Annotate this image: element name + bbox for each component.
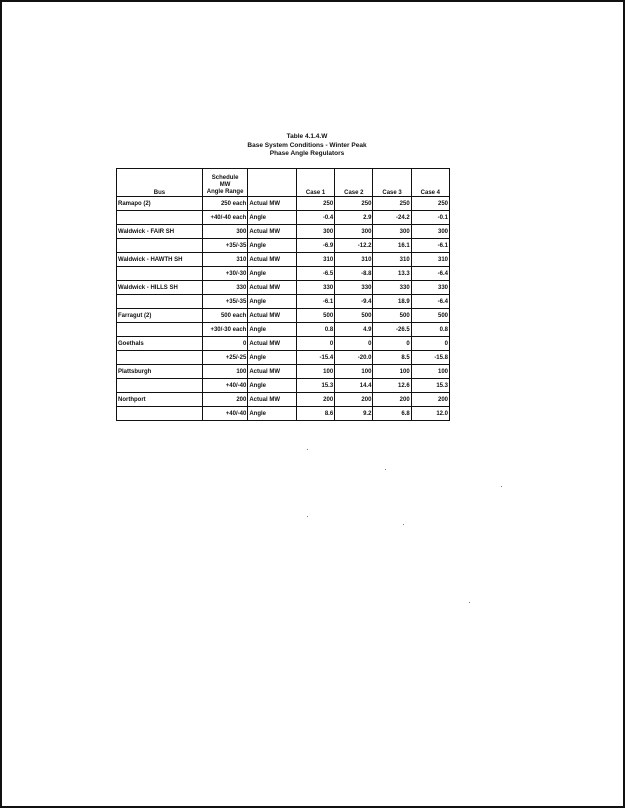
cell-case-3: 250 xyxy=(373,197,411,211)
cell-value-type: Actual MW xyxy=(248,281,297,295)
cell-schedule-range: +30/-30 xyxy=(202,267,248,281)
cell-bus: Goethals xyxy=(117,337,203,351)
cell-case-2: -8.8 xyxy=(335,267,373,281)
table-row xyxy=(117,379,450,393)
cell-case-2: -20.0 xyxy=(335,351,373,365)
header-case-2: Case 2 xyxy=(335,169,373,197)
cell-schedule-range: +40/-40 each xyxy=(202,211,248,225)
cell-bus: Plattsburgh xyxy=(117,365,203,379)
cell-case-4: 200 xyxy=(411,393,449,407)
cell-bus: Waldwick - HILLS SH xyxy=(117,281,203,295)
cell-value-type: Actual MW xyxy=(248,197,297,211)
cell-case-3: 200 xyxy=(373,393,411,407)
cell-schedule-range: +25/-25 xyxy=(202,351,248,365)
cell-case-1: 310 xyxy=(296,253,334,267)
cell-bus: Ramapo (2) xyxy=(117,197,203,211)
table-row xyxy=(117,225,450,239)
table-row xyxy=(117,365,450,379)
cell-case-4: 250 xyxy=(411,197,449,211)
cell-case-4: 12.0 xyxy=(411,407,449,421)
table-header-row xyxy=(117,169,450,197)
cell-bus: Waldwick - FAIR SH xyxy=(117,225,203,239)
header-case-4: Case 4 xyxy=(411,169,449,197)
cell-case-4: -15.8 xyxy=(411,351,449,365)
cell-value-type: Actual MW xyxy=(248,309,297,323)
cell-schedule-range: +40/-40 xyxy=(202,407,248,421)
cell-value-type: Angle xyxy=(248,239,297,253)
header-case-1: Case 1 xyxy=(296,169,334,197)
cell-case-2: 0 xyxy=(335,337,373,351)
cell-value-type: Actual MW xyxy=(248,253,297,267)
table-subtitle: Phase Angle Regulators xyxy=(269,150,345,157)
cell-case-1: -6.9 xyxy=(296,239,334,253)
cell-value-type: Angle xyxy=(248,295,297,309)
cell-case-4: -6.4 xyxy=(411,267,449,281)
header-range-line-3: Angle Range xyxy=(206,189,244,195)
cell-case-3: 18.9 xyxy=(373,295,411,309)
cell-case-2: 500 xyxy=(335,309,373,323)
cell-schedule-range: +35/-35 xyxy=(202,295,248,309)
scan-speck xyxy=(307,449,308,450)
cell-case-2: -9.4 xyxy=(335,295,373,309)
cell-value-type: Angle xyxy=(248,351,297,365)
table-row xyxy=(117,351,450,365)
cell-schedule-range: 330 xyxy=(202,281,248,295)
header-bus: Bus xyxy=(117,169,203,197)
table-row xyxy=(117,239,450,253)
phase-angle-regulator-table xyxy=(116,168,450,421)
cell-case-1: 250 xyxy=(296,197,334,211)
header-range-line-2: MW xyxy=(219,182,231,188)
table-title-block xyxy=(177,133,437,159)
cell-value-type: Actual MW xyxy=(248,337,297,351)
header-case-3: Case 3 xyxy=(373,169,411,197)
table-row xyxy=(117,253,450,267)
cell-bus xyxy=(117,323,203,337)
scan-speck xyxy=(403,524,404,525)
cell-value-type: Actual MW xyxy=(248,225,297,239)
cell-schedule-range: 200 xyxy=(202,393,248,407)
cell-bus xyxy=(117,267,203,281)
cell-bus xyxy=(117,407,203,421)
cell-case-4: 330 xyxy=(411,281,449,295)
cell-case-2: 100 xyxy=(335,365,373,379)
cell-bus xyxy=(117,295,203,309)
cell-value-type: Actual MW xyxy=(248,393,297,407)
cell-value-type: Angle xyxy=(248,267,297,281)
table-row xyxy=(117,393,450,407)
cell-case-3: 100 xyxy=(373,365,411,379)
cell-case-4: -0.1 xyxy=(411,211,449,225)
cell-case-1: 0 xyxy=(296,337,334,351)
cell-case-3: 6.8 xyxy=(373,407,411,421)
cell-bus xyxy=(117,379,203,393)
cell-case-1: 200 xyxy=(296,393,334,407)
cell-case-4: -6.4 xyxy=(411,295,449,309)
table-body xyxy=(117,197,450,421)
cell-bus: Waldwick - HAWTH SH xyxy=(117,253,203,267)
cell-case-3: 8.5 xyxy=(373,351,411,365)
cell-schedule-range: 0 xyxy=(202,337,248,351)
table-row xyxy=(117,267,450,281)
table-number: Table 4.1.4.W xyxy=(286,133,328,140)
table-row xyxy=(117,407,450,421)
cell-schedule-range: +40/-40 xyxy=(202,379,248,393)
cell-case-4: 0.8 xyxy=(411,323,449,337)
cell-case-4: 310 xyxy=(411,253,449,267)
cell-schedule-range: 300 xyxy=(202,225,248,239)
cell-case-1: 100 xyxy=(296,365,334,379)
cell-case-3: 16.1 xyxy=(373,239,411,253)
cell-case-1: -6.5 xyxy=(296,267,334,281)
cell-value-type: Angle xyxy=(248,407,297,421)
cell-case-4: -6.1 xyxy=(411,239,449,253)
cell-case-1: 330 xyxy=(296,281,334,295)
cell-case-1: 8.6 xyxy=(296,407,334,421)
header-schedule-range xyxy=(202,169,248,197)
header-type xyxy=(248,169,297,197)
table-row xyxy=(117,309,450,323)
cell-schedule-range: 500 each xyxy=(202,309,248,323)
cell-case-1: 500 xyxy=(296,309,334,323)
cell-bus: Farragut (2) xyxy=(117,309,203,323)
cell-value-type: Angle xyxy=(248,379,297,393)
table-row xyxy=(117,323,450,337)
cell-case-4: 0 xyxy=(411,337,449,351)
cell-case-3: 12.6 xyxy=(373,379,411,393)
table-title: Base System Conditions - Winter Peak xyxy=(247,141,367,149)
cell-case-3: 310 xyxy=(373,253,411,267)
scan-speck xyxy=(469,602,470,603)
cell-case-2: 14.4 xyxy=(335,379,373,393)
cell-case-2: 4.9 xyxy=(335,323,373,337)
cell-case-2: 300 xyxy=(335,225,373,239)
scan-speck xyxy=(385,469,386,470)
cell-case-1: -6.1 xyxy=(296,295,334,309)
cell-case-2: 250 xyxy=(335,197,373,211)
cell-case-4: 500 xyxy=(411,309,449,323)
cell-case-1: 0.8 xyxy=(296,323,334,337)
cell-schedule-range: 100 xyxy=(202,365,248,379)
table-row xyxy=(117,281,450,295)
cell-bus xyxy=(117,211,203,225)
table-row xyxy=(117,211,450,225)
cell-schedule-range: 250 each xyxy=(202,197,248,211)
cell-value-type: Angle xyxy=(248,323,297,337)
cell-case-2: 9.2 xyxy=(335,407,373,421)
table-row xyxy=(117,197,450,211)
table-row xyxy=(117,337,450,351)
cell-case-2: 310 xyxy=(335,253,373,267)
cell-bus xyxy=(117,239,203,253)
cell-case-3: -26.5 xyxy=(373,323,411,337)
cell-case-1: 15.3 xyxy=(296,379,334,393)
cell-value-type: Angle xyxy=(248,211,297,225)
cell-case-4: 300 xyxy=(411,225,449,239)
cell-case-2: 2.9 xyxy=(335,211,373,225)
cell-case-3: 500 xyxy=(373,309,411,323)
cell-case-4: 100 xyxy=(411,365,449,379)
cell-case-1: -0.4 xyxy=(296,211,334,225)
cell-bus: Northport xyxy=(117,393,203,407)
cell-value-type: Actual MW xyxy=(248,365,297,379)
cell-case-1: -15.4 xyxy=(296,351,334,365)
cell-schedule-range: +35/-35 xyxy=(202,239,248,253)
cell-case-3: 300 xyxy=(373,225,411,239)
cell-case-4: 15.3 xyxy=(411,379,449,393)
scan-speck xyxy=(501,486,502,487)
cell-bus xyxy=(117,351,203,365)
cell-case-3: -24.2 xyxy=(373,211,411,225)
cell-case-2: 330 xyxy=(335,281,373,295)
cell-schedule-range: 310 xyxy=(202,253,248,267)
header-range-line-1: Schedule xyxy=(211,175,239,181)
cell-case-3: 13.3 xyxy=(373,267,411,281)
cell-case-2: -12.2 xyxy=(335,239,373,253)
cell-case-3: 330 xyxy=(373,281,411,295)
table-row xyxy=(117,295,450,309)
scan-speck xyxy=(307,516,308,517)
cell-schedule-range: +30/-30 each xyxy=(202,323,248,337)
cell-case-2: 200 xyxy=(335,393,373,407)
cell-case-1: 300 xyxy=(296,225,334,239)
cell-case-3: 0 xyxy=(373,337,411,351)
